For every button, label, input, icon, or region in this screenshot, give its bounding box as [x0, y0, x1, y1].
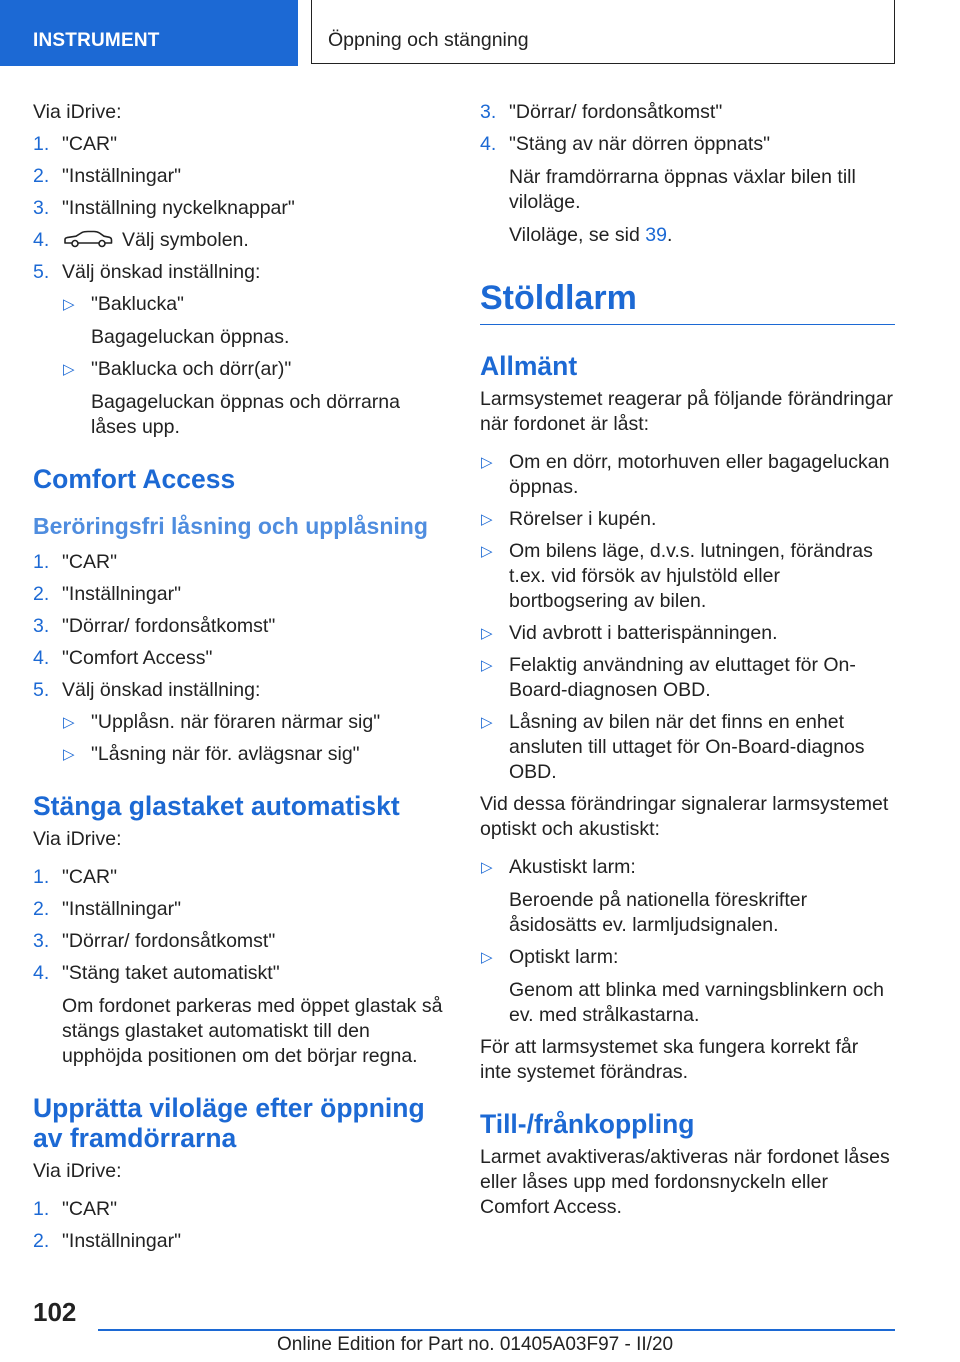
bullet-list	[33, 292, 448, 440]
bullet-text: Akustiskt larm:	[509, 856, 636, 878]
list-number: 3.	[480, 101, 497, 123]
list-text: Välj önskad inställning:	[62, 679, 261, 701]
list-item	[480, 100, 895, 125]
right-column	[480, 100, 895, 1233]
triangle-bullet-icon: ▷	[481, 511, 493, 528]
bullet-text: Optiskt larm:	[509, 946, 619, 968]
list-item	[33, 897, 448, 922]
bullet-list	[480, 855, 895, 1028]
list-subtext: När framdörrarna öppnas växlar bilen till viloläge.	[509, 166, 856, 213]
bullet-item	[480, 621, 895, 646]
bullet-item	[62, 292, 448, 350]
list-number: 2.	[33, 583, 50, 605]
list-text: "Inställningar"	[62, 898, 181, 920]
list-number: 1.	[33, 551, 50, 573]
triangle-bullet-icon: ▷	[481, 625, 493, 642]
page-header	[0, 0, 960, 66]
list-text: "Inställning nyckelknappar"	[62, 197, 295, 219]
bullet-subtext: Beroende på nationella föreskrifter åsidosätts ev. larmljudsignalen.	[509, 889, 808, 936]
bullet-text: "Upplåsn. när föraren närmar sig"	[91, 711, 381, 733]
list-text: "Inställningar"	[62, 1230, 181, 1252]
car-icon	[62, 230, 114, 248]
list-item	[33, 678, 448, 703]
list-number: 1.	[33, 1198, 50, 1220]
list-number: 1.	[33, 133, 50, 155]
heading-allmant: Allmänt	[480, 351, 578, 381]
bullet-text: Om bilens läge, d.v.s. lutningen, förändras t.ex. vid försök av hjulstöld eller bortbogsering av bilen.	[509, 540, 873, 612]
bullet-text: "Låsning när för. avlägsnar sig"	[91, 743, 360, 765]
triangle-bullet-icon: ▷	[481, 657, 493, 674]
bullet-text: Vid avbrott i batterispänningen.	[509, 622, 778, 644]
bullet-item	[480, 653, 895, 703]
heading-beroringsfri: Beröringsfri låsning och upplåsning	[33, 513, 428, 539]
bullet-list	[33, 710, 448, 767]
list-text: "CAR"	[62, 133, 118, 155]
list-number: 3.	[33, 930, 50, 952]
list-item	[33, 164, 448, 189]
list-text: "CAR"	[62, 551, 118, 573]
list-number: 2.	[33, 1230, 50, 1252]
list-number: 5.	[33, 679, 50, 701]
heading-vilolage: Upprätta viloläge efter öppning av framdörrarna	[33, 1093, 425, 1153]
list-text: "Dörrar/ fordonsåtkomst"	[62, 930, 276, 952]
list-text: "Stäng av när dörren öppnats"	[509, 133, 771, 155]
bullet-subtext: Bagageluckan öppnas och dörrarna låses upp.	[91, 391, 400, 438]
list-text: "Inställningar"	[62, 165, 181, 187]
paragraph-signal: Vid dessa förändringar signalerar larmsystemet optiskt och akustiskt:	[480, 793, 889, 840]
list-number: 4.	[33, 962, 50, 984]
triangle-bullet-icon: ▷	[63, 746, 75, 763]
list-item	[33, 961, 448, 1069]
list-number: 3.	[33, 615, 50, 637]
left-column	[33, 100, 448, 1261]
list-item	[33, 929, 448, 954]
triangle-bullet-icon: ▷	[481, 543, 493, 560]
triangle-bullet-icon: ▷	[63, 714, 75, 731]
list-text: Välj symbolen.	[122, 229, 249, 251]
list-item	[33, 132, 448, 157]
paragraph-allmant: Larmsystemet reagerar på följande förändringar när fordonet är låst:	[480, 388, 893, 435]
footer-divider	[98, 1329, 895, 1331]
numbered-list	[33, 132, 448, 285]
bullet-text: Felaktig användning av eluttaget för On-Board-diagnosen OBD.	[509, 654, 856, 701]
list-number: 4.	[480, 133, 497, 155]
bullet-text: "Baklucka"	[91, 293, 184, 315]
list-number: 1.	[33, 866, 50, 888]
bullet-item	[480, 945, 895, 1028]
list-text: "CAR"	[62, 1198, 118, 1220]
triangle-bullet-icon: ▷	[63, 296, 75, 313]
list-number: 4.	[33, 647, 50, 669]
reference-suffix: .	[666, 224, 673, 246]
bullet-item	[480, 507, 895, 532]
bullet-text: Om en dörr, motorhuven eller bagageluckan öppnas.	[509, 451, 890, 498]
paragraph-via-idrive: Via iDrive:	[33, 1160, 122, 1182]
bullet-item	[480, 710, 895, 785]
list-item	[33, 582, 448, 607]
bullet-item	[62, 710, 448, 735]
list-text: "Stäng taket automatiskt"	[62, 962, 280, 984]
list-text: "Dörrar/ fordonsåtkomst"	[62, 615, 276, 637]
bullet-item	[480, 539, 895, 614]
triangle-bullet-icon: ▷	[63, 361, 75, 378]
heading-stoldlarm: Stöldlarm	[480, 278, 895, 325]
list-number: 2.	[33, 165, 50, 187]
list-item	[480, 132, 895, 248]
list-item	[33, 646, 448, 671]
paragraph-via-idrive: Via iDrive:	[33, 101, 122, 123]
list-number: 4.	[33, 229, 50, 251]
page-link[interactable]: 39	[645, 224, 667, 246]
list-item	[33, 1197, 448, 1222]
bullet-item	[480, 855, 895, 938]
numbered-list	[33, 550, 448, 703]
heading-glastak: Stänga glastaket automatiskt	[33, 791, 400, 821]
list-text: "Inställningar"	[62, 583, 181, 605]
triangle-bullet-icon: ▷	[481, 949, 493, 966]
list-text: "CAR"	[62, 866, 118, 888]
numbered-list	[33, 865, 448, 1069]
bullet-item	[480, 450, 895, 500]
list-item	[33, 1229, 448, 1254]
list-number: 3.	[33, 197, 50, 219]
list-item	[33, 196, 448, 221]
list-text: "Comfort Access"	[62, 647, 213, 669]
heading-tillfran: Till-/frånkoppling	[480, 1109, 695, 1139]
heading-comfort-access: Comfort Access	[33, 464, 236, 494]
header-section-label: INSTRUMENT	[0, 0, 298, 66]
list-item	[33, 260, 448, 285]
bullet-list	[480, 450, 895, 785]
header-chapter-title: Öppning och stängning	[311, 0, 895, 64]
paragraph-function: För att larmsystemet ska fungera korrekt får inte systemet förändras.	[480, 1036, 859, 1083]
list-item	[33, 550, 448, 575]
list-item	[33, 865, 448, 890]
bullet-text: Rörelser i kupén.	[509, 508, 657, 530]
numbered-list	[33, 1197, 448, 1254]
list-text: Välj önskad inställning:	[62, 261, 261, 283]
bullet-item	[62, 357, 448, 440]
bullet-subtext: Bagageluckan öppnas.	[91, 326, 290, 348]
paragraph-via-idrive: Via iDrive:	[33, 828, 122, 850]
triangle-bullet-icon: ▷	[481, 454, 493, 471]
bullet-subtext: Genom att blinka med varningsblinkern och ev. med strålkastarna.	[509, 979, 885, 1026]
triangle-bullet-icon: ▷	[481, 859, 493, 876]
page-number: 102	[33, 1297, 77, 1327]
list-number: 5.	[33, 261, 50, 283]
footer-edition: Online Edition for Part no. 01405A03F97 - II/20	[277, 1334, 674, 1355]
page-reference	[509, 223, 895, 248]
bullet-text: "Baklucka och dörr(ar)"	[91, 358, 292, 380]
paragraph-tillfran: Larmet avaktiveras/aktiveras när fordonet låses eller låses upp med fordonsnyckeln eller Comfort Access.	[480, 1146, 890, 1218]
list-item	[33, 228, 448, 253]
bullet-text: Låsning av bilen när det finns en enhet ansluten till uttaget för On-Board-diagnos OBD.	[509, 711, 865, 783]
triangle-bullet-icon: ▷	[481, 714, 493, 731]
reference-prefix: Viloläge, se sid	[509, 224, 646, 246]
list-number: 2.	[33, 898, 50, 920]
list-text: "Dörrar/ fordonsåtkomst"	[509, 101, 723, 123]
list-item	[33, 614, 448, 639]
numbered-list	[480, 100, 895, 248]
list-subtext: Om fordonet parkeras med öppet glastak så stängs glastaket automatiskt till den upphöjda positionen om det börjar regna.	[62, 995, 443, 1067]
bullet-item	[62, 742, 448, 767]
